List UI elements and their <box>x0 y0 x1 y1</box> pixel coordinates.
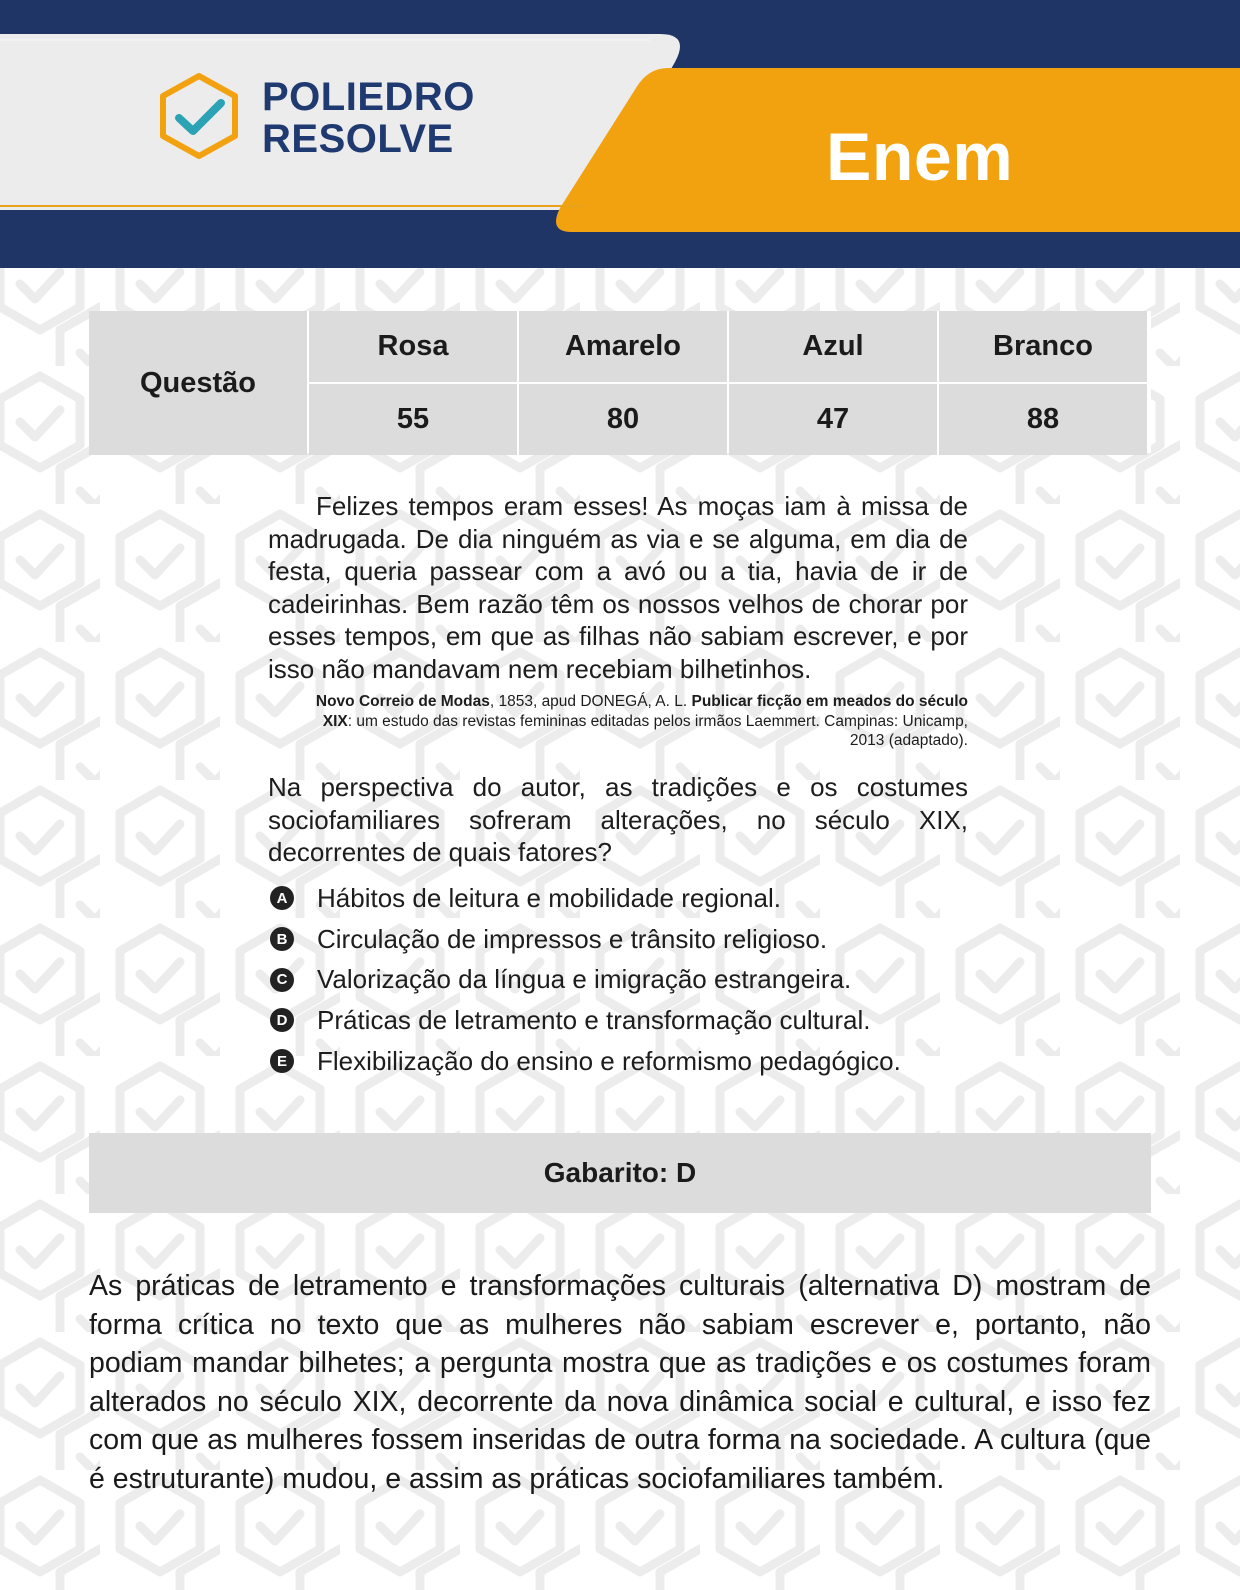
answer-explanation: As práticas de letramento e transformações culturais (alternativa D) mostram de forma crítica no texto que as mulheres não sabiam escrever e, portanto, não podiam mandar bilhetes; a pergunta mostra que as tradições e os costumes foram alterados no século XIX, decorrente da nova dinâmica social e cultural, e isso fez com que as mulheres fossem inseridas de outra forma na sociedade. A cultura (que é estruturante) mudou, e assim as práticas sociofamiliares também. <box>89 1270 1151 1495</box>
column-value-amarelo: 80 <box>519 384 727 455</box>
source-author: , 1853, apud DONEGÁ, A. L. <box>489 693 692 710</box>
brand-line-2: RESOLVE <box>262 117 454 161</box>
question-prompt: Na perspectiva do autor, as tradições e os costumes sociofamiliares sofreram alterações, no século XIX, decorrentes de quais fatores? <box>268 772 968 867</box>
source-title: Novo Correio de Modas <box>315 693 490 710</box>
exam-title: Enem <box>826 119 1014 195</box>
option-d <box>270 1000 990 1041</box>
column-value-branco: 88 <box>939 384 1147 455</box>
option-c <box>270 959 990 1000</box>
option-c-text: Valorização da língua e imigração estrangeira. <box>317 964 852 995</box>
check-hexagon-logo-icon <box>155 70 243 162</box>
column-label-rosa: Rosa <box>309 311 517 382</box>
option-a-letter-icon: A <box>270 886 294 910</box>
column-label-azul: Azul <box>729 311 937 382</box>
page-header <box>0 0 1240 268</box>
table-row-header: Questão <box>89 311 307 455</box>
column-label-branco: Branco <box>939 311 1147 382</box>
option-b <box>270 919 990 960</box>
option-e-text: Flexibilização do ensino e reformismo pedagógico. <box>317 1045 901 1076</box>
option-a-text: Hábitos de leitura e mobilidade regional. <box>317 882 781 913</box>
answer-key: Gabarito: D <box>543 1157 697 1188</box>
answer-key-bar <box>89 1133 1151 1213</box>
source-work-title: Publicar ficção em meados do século XIX <box>322 693 968 730</box>
source-details: : um estudo das revistas femininas editadas pelos irmãos Laemmert. Campinas: Unicamp, 2013 (adaptado). <box>347 712 968 749</box>
option-e <box>270 1041 990 1082</box>
passage-source <box>300 692 968 751</box>
option-e-letter-icon: E <box>270 1049 294 1073</box>
column-label-amarelo: Amarelo <box>519 311 727 382</box>
option-c-letter-icon: C <box>270 968 294 992</box>
option-b-text: Circulação de impressos e trânsito religioso. <box>317 923 828 954</box>
column-value-azul: 47 <box>729 384 937 455</box>
question-number-table <box>89 311 1151 453</box>
brand-line-1: POLIEDRO <box>262 75 475 119</box>
column-value-rosa: 55 <box>309 384 517 455</box>
option-b-letter-icon: B <box>270 927 294 951</box>
passage-text: Felizes tempos eram esses! As moças iam à missa de madrugada. De dia ninguém as via e se alguma, em dia de festa, queria passear com a avó ou a tia, havia de ir de cadeirinhas. Bem razão têm os nossos velhos de chorar por esses tempos, em que as filhas não sabiam escrever, e por isso não mandavam nem recebiam bilhetinhos. <box>268 491 968 684</box>
option-d-letter-icon: D <box>270 1008 294 1032</box>
option-a <box>270 878 990 919</box>
brand-name <box>262 76 475 160</box>
answer-options <box>270 878 990 1081</box>
option-d-text: Práticas de letramento e transformação cultural. <box>317 1004 871 1035</box>
passage <box>268 490 968 685</box>
